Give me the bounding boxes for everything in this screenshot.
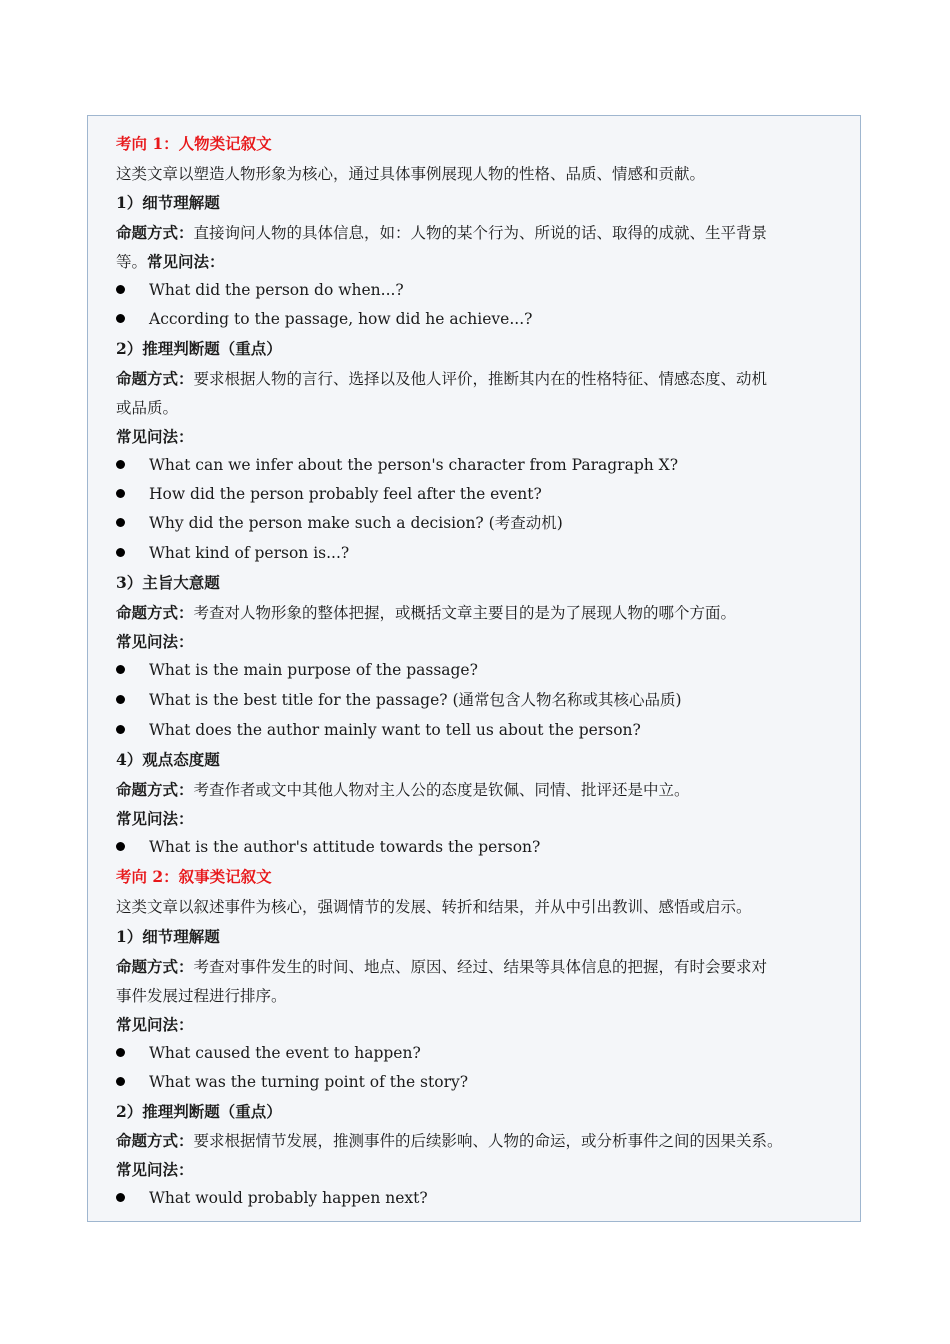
section-1-heading: 考向 1：人物类记叙文 [116, 134, 272, 153]
list-item: According to the passage, how did he achieve...? [149, 310, 533, 328]
list-item: What is the best title for the passage? (通常包含人物名称或其核心品质) [149, 691, 682, 709]
list-item: What kind of person is...? [149, 544, 350, 562]
list-item: What is the author's attitude towards the person? [149, 838, 541, 856]
list-item: What does the author mainly want to tell us about the person? [149, 721, 641, 739]
list-item: What caused the event to happen? [149, 1044, 421, 1062]
s2-q1-method [116, 957, 767, 977]
bullet-icon [116, 842, 125, 851]
bullet-icon [116, 695, 125, 704]
method-label: 命题方式： [116, 603, 194, 622]
s1-q2-method [116, 369, 767, 389]
method-text: 考查对人物形象的整体把握，或概括文章主要目的是为了展现人物的哪个方面。 [193, 604, 737, 622]
common-label: 常见问法： [116, 427, 194, 446]
common-label: 常见问法： [116, 1015, 194, 1034]
list-item: Why did the person make such a decision? (考查动机) [149, 514, 563, 532]
s1-q1-title: 1）细节理解题 [116, 193, 220, 212]
list-item: What can we infer about the person's character from Paragraph X? [149, 456, 679, 474]
bullet-icon [116, 518, 125, 527]
s1-q4-title: 4）观点态度题 [116, 750, 220, 769]
method-label: 命题方式： [116, 957, 194, 976]
common-label: 常见问法： [116, 1160, 194, 1179]
s1-q3-title: 3）主旨大意题 [116, 573, 220, 592]
method-text: 要求根据情节发展，推测事件的后续影响、人物的命运，或分析事件之间的因果关系。 [193, 1132, 783, 1150]
method-label: 命题方式： [116, 369, 194, 388]
common-label: 常见问法： [116, 809, 194, 828]
s2-q1-method-cont: 事件发展过程进行排序。 [116, 987, 287, 1005]
list-item: What would probably happen next? [149, 1189, 428, 1207]
s1-q2-title: 2）推理判断题（重点） [116, 339, 282, 358]
common-label: 常见问法： [116, 632, 194, 651]
section-2-heading: 考向 2：叙事类记叙文 [116, 867, 272, 886]
bullet-icon [116, 489, 125, 498]
bullet-icon [116, 548, 125, 557]
method-text: 要求根据人物的言行、选择以及他人评价，推断其内在的性格特征、情感态度、动机 [193, 370, 768, 388]
list-item: What is the main purpose of the passage? [149, 661, 478, 679]
method-text: 考查对事件发生的时间、地点、原因、经过、结果等具体信息的把握，有时会要求对 [193, 958, 768, 976]
bullet-icon [116, 285, 125, 294]
list-item: How did the person probably feel after the event? [149, 485, 542, 503]
list-item: What did the person do when...? [149, 281, 404, 299]
list-item: What was the turning point of the story? [149, 1073, 469, 1091]
method-text-cont: 等。 [116, 253, 148, 271]
method-text: 考查作者或文中其他人物对主人公的态度是钦佩、同情、批评还是中立。 [193, 781, 690, 799]
section-1-intro: 这类文章以塑造人物形象为核心，通过具体事例展现人物的性格、品质、情感和贡献。 [116, 165, 706, 183]
bullet-icon [116, 725, 125, 734]
bullet-icon [116, 665, 125, 674]
method-label: 命题方式： [116, 223, 194, 242]
bullet-icon [116, 1193, 125, 1202]
common-label: 常见问法： [147, 252, 225, 271]
s1-q1-method [116, 223, 767, 243]
bullet-icon [116, 1077, 125, 1086]
section-2-intro: 这类文章以叙述事件为核心，强调情节的发展、转折和结果，并从中引出教训、感悟或启示。 [116, 898, 752, 916]
s2-q1-title: 1）细节理解题 [116, 927, 220, 946]
bullet-icon [116, 1048, 125, 1057]
s2-q2-title: 2）推理判断题（重点） [116, 1102, 282, 1121]
bullet-icon [116, 460, 125, 469]
bullet-icon [116, 314, 125, 323]
method-label: 命题方式： [116, 1131, 194, 1150]
s1-q2-method-cont: 或品质。 [116, 399, 179, 417]
s1-q1-method-cont [116, 252, 225, 272]
s1-q4-method [116, 780, 690, 800]
s1-q3-method [116, 603, 736, 623]
s2-q2-method [116, 1131, 783, 1151]
method-label: 命题方式： [116, 780, 194, 799]
method-text: 直接询问人物的具体信息，如：人物的某个行为、所说的话、取得的成就、生平背景 [193, 224, 768, 242]
